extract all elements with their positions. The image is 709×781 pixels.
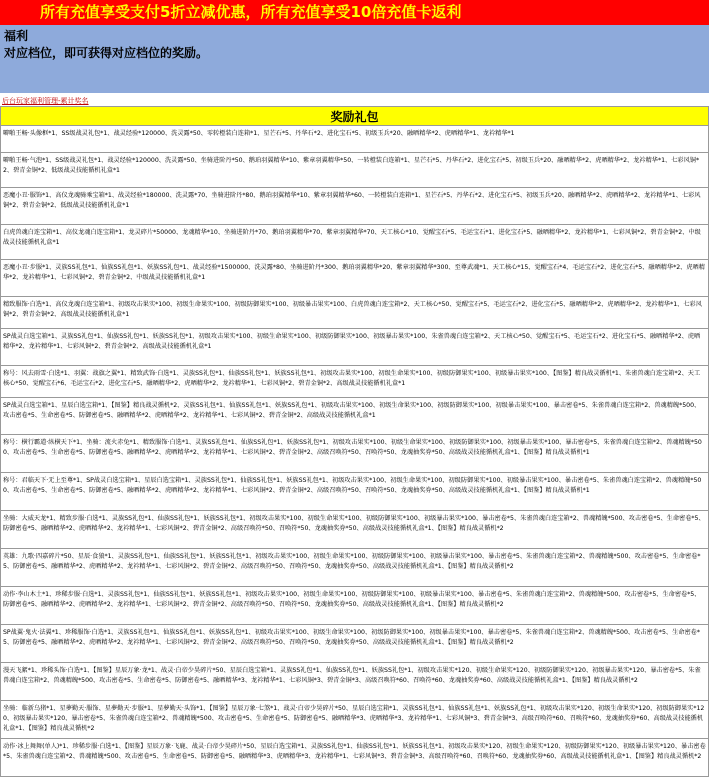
table-row: 动作·冰上舞舞(单人)*1、珍稀步服·白选*1、【图鉴】星辰万象·飞鹿、战灵·白帝少昊碎片*50、星辰白选宝箱*1、灵族SS礼包*1、仙族SS礼包*1、妖族SS礼包*1、初级攻击果实*120、初级生命果实*120、初级防御果实*120、初级暴击果实*120、暴击密卷*5、朱雀兽魂白连宝箱*2、兽魂精魄*500、攻击密卷*5、生命密卷*5、防御密卷*5、融晒精华*3、虎晒精华*3、龙衿精华*1、七彩风铜*3、碧青金铜*3、高级召唤符*60、召唤符*60、龙魂抽奖券*60、高级战灵技能循机礼盒*1、【图鉴】精良战灵循机*2 — [0, 739, 709, 777]
table-row: 称号：君临天下·无上至尊*1、SP战灵白选宝箱*1、星辰白选宝箱*1、灵族SS礼包*1、仙族SS礼包*1、妖族SS礼包*1、初级攻击果实*100、初级生命果实*100、初级防御果实*100、初级暴击果实*100、暴击密卷*5、朱雀兽魂白连宝箱*2、兽魂精魄*500、攻击密卷*5、生命密卷*5、防御密卷*5、融晒精华*2、虎晒精华*2、龙衿精华*1、七彩风铜*2、碧青金铜*2、高级召唤符*50、召唤符*50、龙魂抽奖券*50、高级战灵技能循机礼盒*1、【图鉴】精良战灵循机*1 — [0, 473, 709, 511]
table-row: 称号：横行霸道·纵横天下*1、坐骑：流火赤兔*1、精致服饰·白选*1、灵族SS礼包*1、仙族SS礼包*1、妖族SS礼包*1、初级攻击果实*100、初级生命果实*100、初级防御果实*100、初级暴击果实*100、暴击密卷*5、朱雀兽魂白连宝箱*2、兽魂精魄*500、攻击密卷*5、生命密卷*5、防御密卷*5、融晒精华*2、虎晒精华*2、龙衿精华*1、七彩风铜*2、碧青金铜*2、高级召唤符*50、召唤符*50、龙魂抽奖券*50、高级战灵技能循机礼盒*1、【图鉴】精良战灵循机*1 — [0, 435, 709, 473]
table-row: 英雄：九歌·四嘉碎片*50、星辰·食狼*1、灵族SS礼包*1、仙族SS礼包*1、妖族SS礼包*1、初级攻击果实*100、初级生命果实*100、初级防御果实*100、初级暴击果实*100、暴击密卷*5、朱雀兽魂白连宝箱*2、兽魂精魄*500、攻击密卷*5、生命密卷*5、防御密卷*5、融晒精华*2、虎晒精华*2、龙衿精华*1、七彩风铜*2、碧青金铜*2、高级召唤符*50、召唤符*50、龙魂抽奖券*50、高级战灵技能循机礼盒*1、【图鉴】精良战灵循机*2 — [0, 549, 709, 587]
table-row: 动作·李山木土*1、珍稀步服·白选*1、灵族SS礼包*1、仙族SS礼包*1、妖族SS礼包*1、初级攻击果实*100、初级生命果实*100、初级防御果实*100、初级暴击果实*100、暴击密卷*5、朱雀兽魂白连宝箱*2、兽魂精魄*500、攻击密卷*5、生命密卷*5、防御密卷*5、融晒精华*2、虎晒精华*2、龙衿精华*1、七彩风铜*2、碧青金铜*2、高级召唤符*50、召唤符*50、龙魂抽奖券*50、高级战灵技能循机礼盒*1、【图鉴】精良战灵循机*2 — [0, 587, 709, 625]
table-row: 恶魔小丑·服饰*1、高仪龙魂骑乘宝箱*1、战灵经验*180000、洗灵露*70、坐骑进阶丹*80、鹅珀羽翼精华*10、紫章羽翼精华*60、一转橙装白连箱*1、星芒石*5、丹华石*2、进化宝石*5、初级玉兵*20、融晒精华*2、虎晒精华*2、龙衿精华*1、七彩风铜*2、碧青金铜*2、低级战灵技能循机礼盒*1 — [0, 188, 709, 225]
table-row: 称号：风去雨雪·白选*1、羽翼：战旗之翼*1、精致武饰·白选*1、灵族SS礼包*1、仙族SS礼包*1、妖族SS礼包*1、初级攻击果实*100、初级生命果实*100、初级防御果实*100、初级暴击果实*100、【图鉴】精良战灵循机*1、朱雀兽魂白连宝箱*2、天工核心*50、觉醒宝石*6、毛运宝石*2、进化宝石*5、融晒精华*2、虎晒精华*2、龙衿精华*1、七彩风铜*2、碧青金铜*2、高级战灵技能循机礼盒*1 — [0, 366, 709, 398]
table-row: 坐骑：临新乌猪*1、星夢勤天·服饰、星夢勤天·步服*1、星夢勤天·头饰*1、【图鉴】星辰万象·七煞*1、战灵·白帝少昊碎片*50、星辰白选宝箱*1、灵族SS礼包*1、仙族SS礼包*1、妖族SS礼包*1、初级攻击果实*120、初级生命果实*120、初级防御果实*120、初级暴击果实*120、暴击密卷*5、朱雀兽魂白连宝箱*2、兽魂精魄*500、攻击密卷*5、生命密卷*5、防御密卷*5、融晒精华*3、虎晒精华*3、龙衿精华*1、七彩风铜*3、碧青金铜*3、高级召唤符*60、召唤符*60、龙魂抽奖券*60、高级战灵技能循机礼盒*1、【图鉴】精良战灵循机*2 — [0, 701, 709, 739]
table-row: 漫天飞絮*1、珍稀头饰·白选*1、【图鉴】星辰万象·龙*1、战灵·白帝少昊碎片*50、星辰白选宝箱*1、灵族SS礼包*1、仙族SS礼包*1、妖族SS礼包*1、初级攻击果实*120、初级生命果实*120、初级防御果实*120、初级暴击果实*120、暴击密卷*5、朱雀兽魂白连宝箱*2、兽魂精魄*500、攻击密卷*5、生命密卷*5、防御密卷*5、融晒精华*3、龙衿精华*1、七彩风铜*3、碧青金铜*3、高级召唤符*60、召唤符*60、龙魂抽奖券*60、高级战灵技能循机礼盒*1、【图鉴】精良战灵循机*2 — [0, 663, 709, 701]
table-row: 噼啪王畅·头像框*1、SS级战灵礼包*1、战灵经验*120000、洗灵露*50、零转橙装白连箱*1、星芒石*5、丹华石*2、进化宝石*5、初级玉兵*20、融晒精华*2、虎晒精华*1、龙衿精华*1 — [0, 126, 709, 153]
welfare-description: 对应档位，即可获得对应档位的奖励。 — [4, 46, 209, 60]
table-header: 奖励礼包 — [0, 106, 709, 126]
welfare-title: 福利 — [4, 29, 29, 43]
table-row: SP战灵白选宝箱*1、星辰白选宝箱*1、【图鉴】精良战灵循机*2、灵族SS礼包*1、仙族SS礼包*1、妖族SS礼包*1、初级攻击果实*100、初级生命果实*100、初级防御果实*100、初级暴击果实*100、暴击密卷*5、朱雀兽魂白连宝箱*2、兽魂精魄*500、攻击密卷*5、生命密卷*5、防御密卷*5、融晒精华*2、虎晒精华*2、龙衿精华*1、七彩风铜*2、碧青金铜*2、高级战灵技能循机礼盒*1 — [0, 398, 709, 435]
table-row: SP战翼·鬼火·法翼*1、珍稀服饰·白选*1、灵族SS礼包*1、仙族SS礼包*1、妖族SS礼包*1、初级攻击果实*100、初级生命果实*100、初级防御果实*100、初级暴击果实*100、暴击密卷*5、朱雀兽魂白连宝箱*2、兽魂精魄*500、攻击密卷*5、生命密卷*5、防御密卷*5、融晒精华*2、虎晒精华*2、龙衿精华*1、七彩风铜*2、碧青金铜*2、高级召唤符*50、召唤符*50、龙魂抽奖券*50、高级战灵技能循机礼盒*1、【图鉴】精良战灵循机*2 — [0, 625, 709, 663]
table-row: 精致服饰·白选*1、高仪龙魂白连宝箱*1、初级攻击果实*100、初级生命果实*100、初级防御果实*100、初级暴击果实*100、白虎兽魂白连宝箱*2、天工核心*50、觉醒宝石*5、毛运宝石*2、进化宝石*5、融晒精华*2、虎晒精华*2、龙衿精华*1、七彩风铜*2、碧青金铜*2、高级战灵技能循机礼盒*1 — [0, 297, 709, 329]
top-banner: 所有充值享受支付5折立减优惠，所有充值享受10倍充值卡返利 — [0, 0, 709, 25]
table-row: SP战灵白选宝箱*1、灵族SS礼包*1、仙族SS礼包*1、妖族SS礼包*1、初级攻击果实*100、初级生命果实*100、初级防御果实*100、初级暴击果实*100、朱雀兽魂白连宝箱*2、天工核心*50、觉醒宝石*5、毛运宝石*2、进化宝石*5、融晒精华*2、虎晒精华*2、龙衿精华*1、七彩风铜*2、碧青金铜*2、高级战灵技能循机礼盒*1 — [0, 329, 709, 366]
reward-table — [0, 106, 709, 777]
table-row: 噼啪王畅·气泡*1、SS级战灵礼包*1、战灵经验*120000、洗灵露*50、坐骑进阶丹*50、鹅珀羽翼精华*10、紫章羽翼精华*50、一转橙装白连箱*1、星芒石*5、丹华石*2、进化宝石*5、初级玉兵*20、融晒精华*2、虎晒精华*2、龙衿精华*1、七彩风铜*2、碧青金铜*2、低级战灵技能循机礼盒*1 — [0, 153, 709, 188]
table-row: 白虎兽魂白连宝箱*1、高仪龙魂白连宝箱*1、龙灵碎片*50000、龙魂精华*10、坐骑进阶丹*70、鹅珀羽翼精华*70、紫章羽翼精华*70、天工核心*10、觉醒宝石*5、毛运宝石*1、进化宝石*5、融晒精华*2、龙衿精华*1、七彩风铜*2、碧青金铜*2、中级战灵技能循机礼盒*1 — [0, 225, 709, 260]
admin-link[interactable]: 后台玩家福利管理-累计奖名 — [2, 97, 89, 105]
table-row: 恶魔小丑·步服*1、灵族SS礼包*1、仙族SS礼包*1、妖族SS礼包*1、战灵经验*1500000、洗灵露*80、坐骑进阶丹*300、鹅珀羽翼精华*20、紫章羽翼精华*300、至尊武魂*1、天工核心*15、觉醒宝石*4、毛运宝石*2、进化宝石*5、融晒精华*2、虎晒精华*2、龙衿精华*1、七彩风铜*2、碧青金铜*2、中级战灵技能循机礼盒*1 — [0, 260, 709, 297]
table-row: 坐骑：大威天龙*1、精致步服·白选*1、灵族SS礼包*1、仙族SS礼包*1、妖族SS礼包*1、初级攻击果实*100、初级生命果实*100、初级防御果实*100、初级暴击果实*100、暴击密卷*5、朱雀兽魂白连宝箱*2、兽魂精魄*500、攻击密卷*5、生命密卷*5、防御密卷*5、融晒精华*2、虎晒精华*2、龙衿精华*1、七彩风铜*2、碧青金铜*2、高级召唤符*50、召唤符*50、龙魂抽奖券*50、高级战灵技能循机礼盒*1、【图鉴】精良战灵循机*2 — [0, 511, 709, 549]
welfare-panel — [0, 25, 709, 93]
